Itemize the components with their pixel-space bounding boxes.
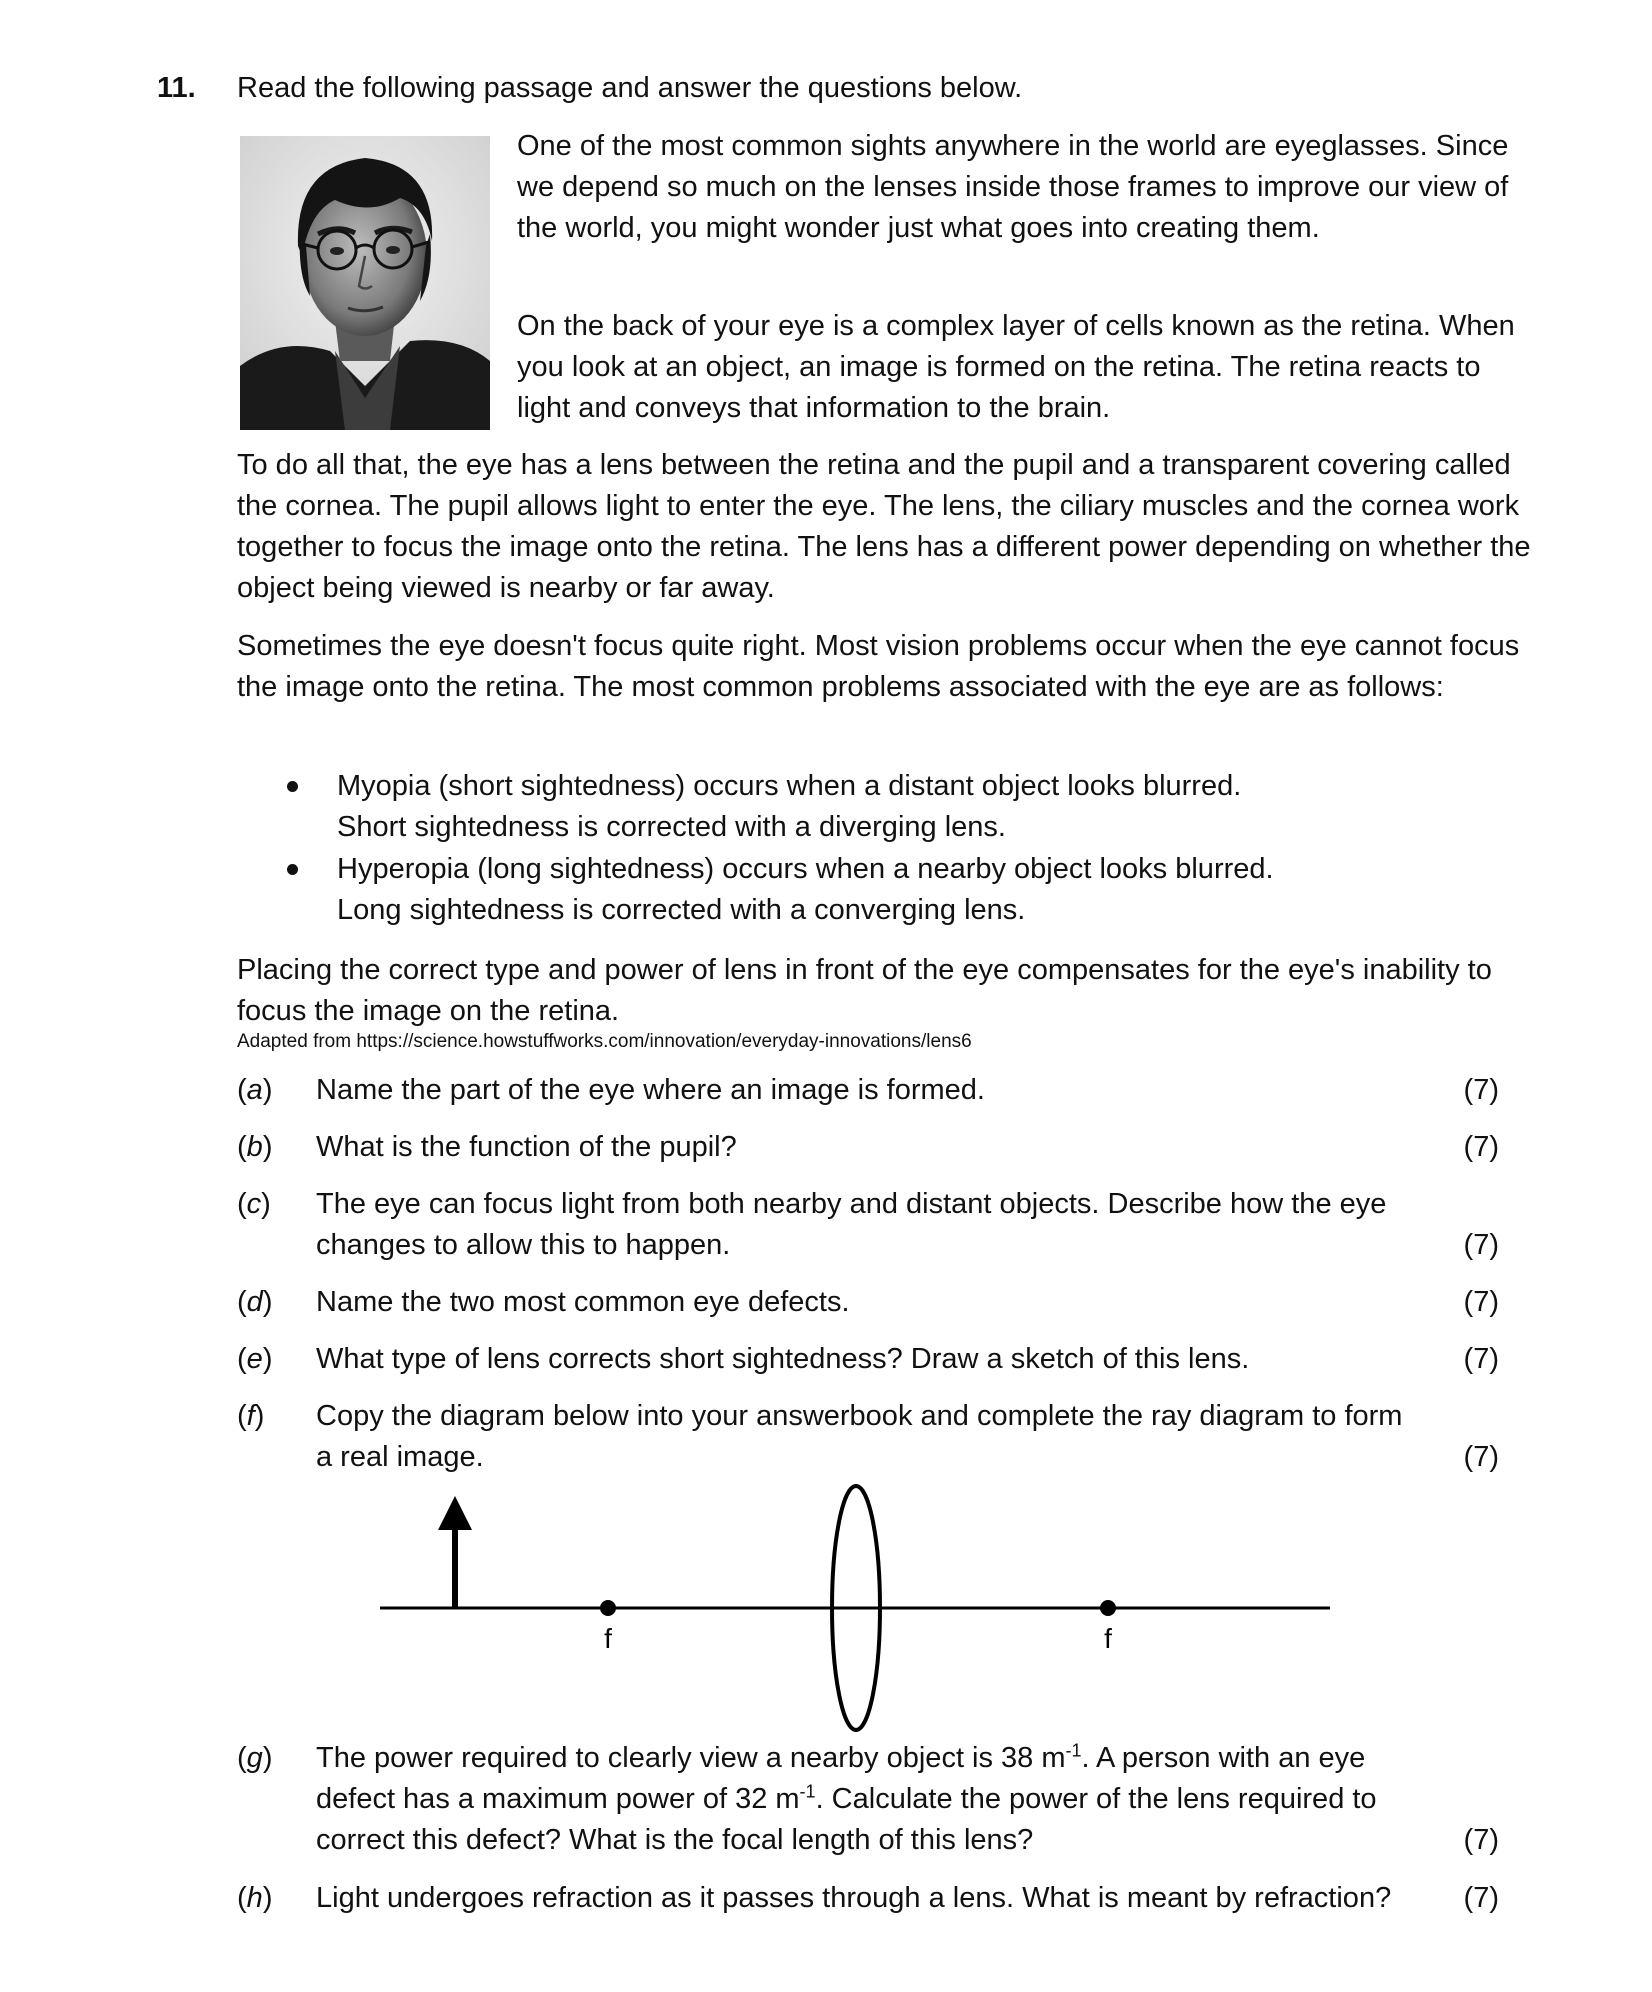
marks: (7)	[1463, 1074, 1499, 1106]
question-b	[237, 1127, 1499, 1168]
bullet-line: Long sightedness is corrected with a converging lens.	[337, 894, 1026, 926]
marks: (7)	[1463, 1441, 1499, 1473]
question-line: changes to allow this to happen.	[316, 1229, 731, 1261]
marks: (7)	[1463, 1343, 1499, 1375]
question-line: defect has a maximum power of 32 $m^{-1}$. Calculate the power of the lens required to	[316, 1781, 1377, 1815]
marks: (7)	[1463, 1229, 1499, 1261]
object-arrow-head	[438, 1496, 472, 1530]
question-number: 11.	[157, 72, 196, 104]
list-item	[237, 849, 1547, 931]
question-label: (c)	[237, 1188, 271, 1220]
source-citation: Adapted from https://science.howstuffworks.com/innovation/everyday-innovations/lens6	[237, 1031, 972, 1052]
bullet-icon	[287, 781, 298, 792]
question-line: Copy the diagram below into your answerbook and complete the ray diagram to form	[316, 1400, 1403, 1432]
question-label: (a)	[237, 1074, 273, 1106]
bullet-line: Hyperopia (long sightedness) occurs when a nearby object looks blurred.	[337, 853, 1274, 885]
marks: (7)	[1463, 1882, 1499, 1914]
question-label: (b)	[237, 1131, 273, 1163]
question-text	[316, 1738, 1426, 1861]
ray-diagram-svg	[375, 1482, 1345, 1752]
question-f	[237, 1396, 1499, 1478]
passage-paragraph-4: Sometimes the eye doesn't focus quite right. Most vision problems occur when the eye cannot focus the image onto the retina. The most common problems associated with the eye are as follows:	[237, 630, 1520, 703]
question-line: The power required to clearly view a nearby object is 38 $m^{-1}$. A person with an eye	[316, 1740, 1366, 1774]
question-e	[237, 1339, 1499, 1380]
question-h	[237, 1878, 1499, 1919]
focal-point-right	[1100, 1600, 1116, 1616]
question-text: Name the part of the eye where an image is formed.	[316, 1074, 985, 1106]
question-d	[237, 1282, 1499, 1323]
question-label: (h)	[237, 1882, 273, 1914]
question-g	[237, 1738, 1499, 1861]
question-a	[237, 1070, 1499, 1111]
ray-diagram	[375, 1482, 1345, 1752]
bullet-line: Myopia (short sightedness) occurs when a distant object looks blurred.	[337, 770, 1242, 802]
focal-label-right: f	[1104, 1623, 1112, 1654]
marks: (7)	[1463, 1131, 1499, 1163]
question-intro: Read the following passage and answer the questions below.	[237, 72, 1023, 104]
question-text	[316, 1184, 1426, 1266]
portrait-photo	[240, 136, 490, 430]
question-label: (g)	[237, 1742, 273, 1774]
list-item	[237, 766, 1547, 848]
passage-paragraph-1: One of the most common sights anywhere in the world are eyeglasses. Since we depend so much on the lenses inside those frames to improve our view of the world, you might wonder just what goes into creating them.	[517, 130, 1509, 244]
focal-point-left	[600, 1600, 616, 1616]
passage-paragraph-3: To do all that, the eye has a lens between the retina and the pupil and a transparent covering called the cornea. The pupil allows light to enter the eye. The lens, the ciliary muscles and the cornea work together to focus the image onto the retina. The lens has a different power depending on whether the object being viewed is nearby or far away.	[237, 449, 1531, 604]
focal-label-left: f	[604, 1623, 612, 1654]
question-line: correct this defect? What is the focal length of this lens?	[316, 1824, 1034, 1856]
question-text: Light undergoes refraction as it passes through a lens. What is meant by refraction?	[316, 1882, 1392, 1914]
question-label: (f)	[237, 1400, 265, 1432]
question-line: The eye can focus light from both nearby and distant objects. Describe how the eye	[316, 1188, 1387, 1220]
marks: (7)	[1463, 1824, 1499, 1856]
passage-paragraph-2: On the back of your eye is a complex layer of cells known as the retina. When you look at an object, an image is formed on the retina. The retina reacts to light and conveys that information to the brain.	[517, 310, 1515, 424]
question-label: (e)	[237, 1343, 273, 1375]
question-text	[316, 1396, 1426, 1478]
bullet-line: Short sightedness is corrected with a diverging lens.	[337, 811, 1006, 843]
portrait-photo-icon	[240, 136, 490, 430]
bullet-icon	[287, 864, 298, 875]
passage-closing-paragraph: Placing the correct type and power of lens in front of the eye compensates for the eye's inability to focus the image on the retina.	[237, 954, 1492, 1027]
question-text: What is the function of the pupil?	[316, 1131, 737, 1163]
eye-defects-list	[237, 766, 1547, 932]
question-text: What type of lens corrects short sightedness? Draw a sketch of this lens.	[316, 1343, 1250, 1375]
question-line: a real image.	[316, 1441, 484, 1473]
marks: (7)	[1463, 1286, 1499, 1318]
question-text: Name the two most common eye defects.	[316, 1286, 850, 1318]
question-label: (d)	[237, 1286, 273, 1318]
question-c	[237, 1184, 1499, 1266]
